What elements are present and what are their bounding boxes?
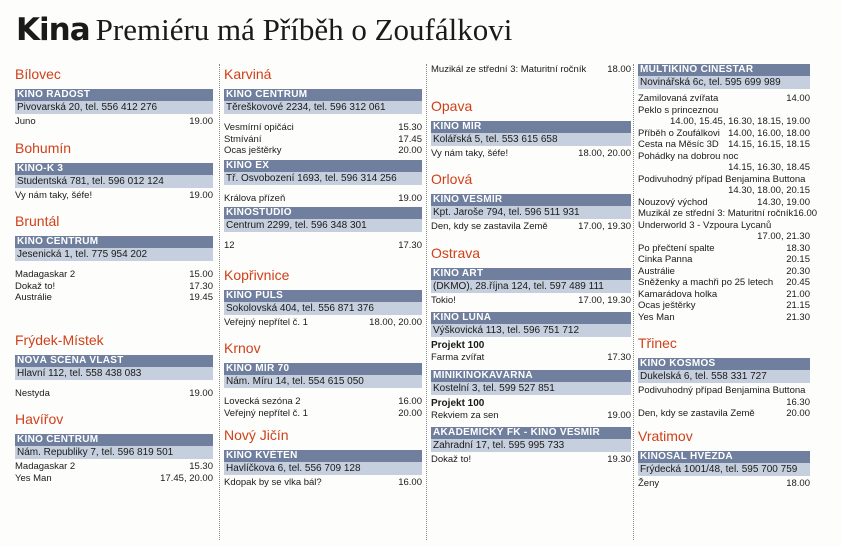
film-title: Vesmírní opičáci (224, 122, 294, 133)
film-row (224, 193, 422, 205)
film-row (224, 134, 422, 146)
film-row (15, 461, 213, 473)
cinema-address: Kpt. Jaroše 794, tel. 596 511 931 (431, 206, 631, 219)
cinema-address: Kolářská 5, tel. 553 615 658 (431, 133, 631, 146)
film-row (638, 385, 810, 408)
column-2 (224, 64, 422, 489)
film-row (431, 454, 631, 466)
film-title: Nestyda (15, 387, 50, 399)
film-row (638, 243, 810, 255)
cinema-name: KINO EX (224, 160, 422, 172)
cinema-address: Frýdecká 1001/48, tel. 595 700 759 (638, 463, 810, 476)
film-title: Kamarádova holka (638, 288, 718, 300)
film-times: 19.00 (189, 116, 213, 127)
film-row (224, 477, 422, 489)
film-times: 17.45, 20.00 (160, 472, 213, 484)
film-times: 17.45 (398, 133, 422, 145)
cinema-name: KINO KOSMOS (638, 358, 810, 370)
city-heading: Nový Jičín (224, 427, 289, 443)
city-heading: Karviná (224, 66, 272, 82)
film-row (15, 269, 213, 281)
film-times: 19.00 (189, 387, 213, 399)
film-row (638, 254, 810, 266)
film-times: 14.00, 15.45, 16.30, 18.15, 19.00 (670, 116, 810, 127)
film-title: Tokio! (431, 294, 456, 306)
city-heading: Kopřivnice (224, 266, 290, 283)
column-divider (633, 64, 634, 540)
cinema-name: KINOSTUDIO (224, 207, 422, 219)
cinema-address: Sokolovská 404, tel. 556 871 376 (224, 302, 422, 315)
film-title: Yes Man (15, 472, 52, 484)
film-times: 16.00 (793, 208, 818, 219)
film-row (224, 317, 422, 329)
film-times: 17.00, 19.30 (578, 294, 631, 306)
film-times: 17.00, 21.30 (757, 231, 810, 242)
city-heading: Ostrava (431, 244, 481, 261)
programme-subheading: Projekt 100 (431, 340, 485, 351)
city-heading: Třinec (638, 335, 677, 351)
film-title: Muzikál ze střední 3: Maturitní ročník (638, 208, 794, 219)
film-row (638, 300, 810, 312)
film-times: 16.00 (398, 396, 422, 407)
film-times: 20.45 (786, 277, 810, 288)
film-times: 14.30, 18.00, 20.15 (728, 185, 810, 196)
film-times: 14.00, 16.00, 18.00 (728, 127, 810, 139)
film-times: 18.00 (786, 477, 810, 489)
film-times: 18.00 (607, 64, 631, 75)
film-title: Rekviem za sen (431, 409, 499, 421)
film-title: Cesta na Měsíc 3D (638, 139, 719, 150)
film-row (638, 408, 810, 420)
film-title: Dokaž to! (15, 280, 56, 292)
film-title: Králova přízeň (224, 192, 286, 204)
film-row (638, 139, 810, 151)
cinema-name: AKADEMICKÝ FK - KINO VESMÍR (431, 427, 631, 439)
film-times: 18.00, 20.00 (578, 147, 631, 159)
film-times: 19.00 (607, 409, 631, 421)
film-row (638, 174, 810, 197)
film-times: 15.00 (189, 269, 213, 280)
cinema-address: Dukelská 6, tel. 558 331 727 (638, 370, 810, 383)
column-divider (219, 64, 220, 540)
film-row (15, 292, 213, 304)
film-row (431, 410, 631, 422)
film-times: 18.00, 20.00 (369, 316, 422, 328)
column-3 (431, 64, 631, 466)
film-title: Madagaskar 2 (15, 461, 76, 472)
film-title: Příběh o Zoufálkovi (638, 127, 720, 139)
film-title: Sněženky a machři po 25 letech (638, 277, 774, 288)
film-row (638, 220, 810, 243)
film-times: 21.00 (786, 288, 810, 300)
film-times: 17.30 (607, 352, 631, 363)
film-row (431, 64, 631, 76)
film-row (431, 221, 631, 233)
city-heading: Bohumín (15, 139, 72, 156)
film-row (638, 312, 810, 324)
film-title: Yes Man (638, 311, 675, 323)
film-times: 20.15 (786, 254, 810, 265)
film-row (15, 281, 213, 293)
cinema-address: Centrum 2299, tel. 596 348 301 (224, 219, 422, 232)
film-title: Podivuhodný případ Benjamina Buttona (638, 173, 806, 185)
cinema-address: Těreškovové 2234, tel. 596 312 061 (224, 101, 422, 114)
film-title: Farma zvířat (431, 352, 485, 363)
film-row (638, 277, 810, 289)
film-title: Lovecká sezóna 2 (224, 396, 301, 407)
film-row (638, 266, 810, 278)
film-row (638, 289, 810, 301)
film-times: 18.30 (786, 242, 810, 254)
city-heading: Frýdek-Místek (15, 331, 104, 348)
cinema-name: KINO VESMÍR (431, 194, 631, 206)
film-title: Zamilovaná zvířata (638, 93, 719, 104)
cinema-address: Zahradní 17, tel. 595 995 733 (431, 439, 631, 452)
film-row (638, 197, 810, 209)
film-title: Austrálie (15, 292, 52, 303)
film-times: 17.30 (189, 280, 213, 292)
film-title: Den, kdy se zastavila Země (431, 221, 548, 232)
film-times: 19.45 (189, 292, 213, 303)
film-title: Peklo s princeznou (638, 104, 719, 116)
cinema-name: MULTIKINO CINESTAR (638, 64, 810, 76)
cinema-address: Studentská 781, tel. 596 012 124 (15, 175, 213, 188)
page-title (16, 12, 512, 52)
film-title: Kdopak by se vlka bál? (224, 477, 322, 488)
film-times: 17.00, 19.30 (578, 221, 631, 232)
film-title: Nouzový východ (638, 196, 708, 208)
cinema-address: Jesenická 1, tel. 775 954 202 (15, 248, 213, 261)
film-title: Juno (15, 116, 36, 127)
film-row (431, 295, 631, 307)
city-heading: Havířov (15, 411, 64, 427)
film-title: Ženy (638, 477, 660, 489)
film-times: 15.30 (398, 122, 422, 133)
cinema-address: Nám. Míru 14, tel. 554 615 050 (224, 375, 422, 388)
film-title: Austrálie (638, 265, 675, 277)
cinema-address: Tř. Osvobození 1693, tel. 596 314 256 (224, 172, 422, 185)
cinema-name: NOVÁ SCÉNA VLAST (15, 355, 213, 367)
film-times: 16.30 (786, 396, 810, 408)
film-row (431, 352, 631, 364)
cinema-address: (DKMO), 28.října 124, tel. 597 489 111 (431, 280, 631, 293)
film-title: Veřejný nepřítel č. 1 (224, 316, 308, 328)
cinema-name: KINO RADOST (15, 89, 213, 101)
film-row (15, 116, 213, 128)
film-title: Ocas ještěrky (224, 145, 282, 156)
film-title: Cinka Panna (638, 254, 693, 265)
film-times: 14.15, 16.30, 18.45 (728, 162, 810, 173)
city-heading: Bílovec (15, 66, 61, 82)
film-title: Podivuhodný případ Benjamina Buttona (638, 385, 806, 396)
city-heading: Bruntál (15, 213, 60, 229)
cinema-name: KINO ART (431, 268, 631, 280)
cinema-name: MINIKINOKAVÁRNA (431, 370, 631, 382)
cinema-name: KINOSÁL HVĚZDA (638, 451, 810, 463)
city-heading: Vratimov (638, 427, 693, 444)
film-times: 16.00 (398, 477, 422, 488)
cinema-name: KINO MÍR (431, 121, 631, 133)
cinema-name: KINO PULS (224, 290, 422, 302)
cinema-address: Výškovická 113, tel. 596 751 712 (431, 324, 631, 337)
film-row (431, 148, 631, 160)
film-title: 12 (224, 240, 235, 251)
film-row (224, 145, 422, 157)
film-times: 19.30 (607, 454, 631, 465)
film-row (638, 93, 810, 105)
film-row (224, 396, 422, 408)
film-row (224, 408, 422, 420)
film-times: 14.30, 19.00 (757, 196, 810, 208)
title-brand: Kina (16, 12, 90, 48)
programme-subheading: Projekt 100 (431, 397, 485, 409)
film-title: Muzikál ze střední 3: Maturitní ročník (431, 64, 587, 75)
cinema-address: Novinářská 6c, tel. 595 699 989 (638, 76, 810, 89)
film-times: 20.30 (786, 265, 810, 277)
film-title: Underworld 3 - Vzpoura Lycanů (638, 219, 772, 231)
film-row (638, 105, 810, 128)
film-title: Dokaž to! (431, 454, 472, 465)
film-row (224, 240, 422, 252)
cinema-address: Hlavní 112, tel. 558 438 083 (15, 367, 213, 380)
film-times: 20.00 (398, 145, 422, 156)
film-title: Vy nám taky, šéfe! (15, 189, 93, 201)
film-times: 15.30 (189, 461, 213, 472)
film-title: Madagaskar 2 (15, 269, 76, 280)
film-row (638, 151, 810, 174)
film-title: Veřejný nepřítel č. 1 (224, 407, 308, 419)
film-times: 20.00 (786, 408, 810, 419)
city-heading: Krnov (224, 340, 261, 356)
cinema-address: Pivovarská 20, tel. 556 412 276 (15, 101, 213, 114)
film-title: Pohádky na dobrou noc (638, 150, 739, 162)
film-row (224, 122, 422, 134)
film-title: Vy nám taky, šéfe! (431, 147, 509, 159)
film-times: 21.15 (786, 300, 810, 311)
film-row (15, 190, 213, 202)
column-divider (426, 64, 427, 540)
film-times: 14.15, 16.15, 18.15 (728, 139, 810, 150)
film-title: Po přečtení spalte (638, 242, 715, 254)
cinema-name: KINO MÍR 70 (224, 363, 422, 375)
film-row (15, 388, 213, 400)
title-subtitle: Premiéru má Příběh o Zoufálkovi (95, 12, 513, 47)
cinema-name: KINO-K 3 (15, 163, 213, 175)
column-4 (638, 64, 818, 489)
film-times: 19.00 (189, 189, 213, 201)
cinema-address: Nám. Republiky 7, tel. 596 819 501 (15, 446, 213, 459)
film-times: 14.00 (786, 93, 810, 104)
cinema-address: Kostelní 3, tel. 599 527 851 (431, 382, 631, 395)
film-title: Den, kdy se zastavila Země (638, 408, 755, 419)
film-times: 21.30 (786, 311, 810, 323)
film-row (638, 478, 810, 490)
film-title: Ocas ještěrky (638, 300, 696, 311)
film-row (638, 208, 818, 220)
film-times: 20.00 (398, 407, 422, 419)
city-heading: Opava (431, 97, 473, 114)
cinema-address: Havlíčkova 6, tel. 556 709 128 (224, 462, 422, 475)
film-title: Stmívání (224, 133, 262, 145)
cinema-name: KINO CENTRUM (15, 236, 213, 248)
film-times: 17.30 (398, 240, 422, 251)
city-heading: Orlová (431, 171, 473, 187)
cinema-name: KINO CENTRUM (224, 89, 422, 101)
film-row (638, 128, 810, 140)
film-row (15, 473, 213, 485)
column-1 (15, 64, 213, 484)
cinema-name: KINO CENTRUM (15, 434, 213, 446)
film-times: 19.00 (398, 192, 422, 204)
cinema-name: KINO LUNA (431, 312, 631, 324)
cinema-name: KINO KVĚTEN (224, 450, 422, 462)
